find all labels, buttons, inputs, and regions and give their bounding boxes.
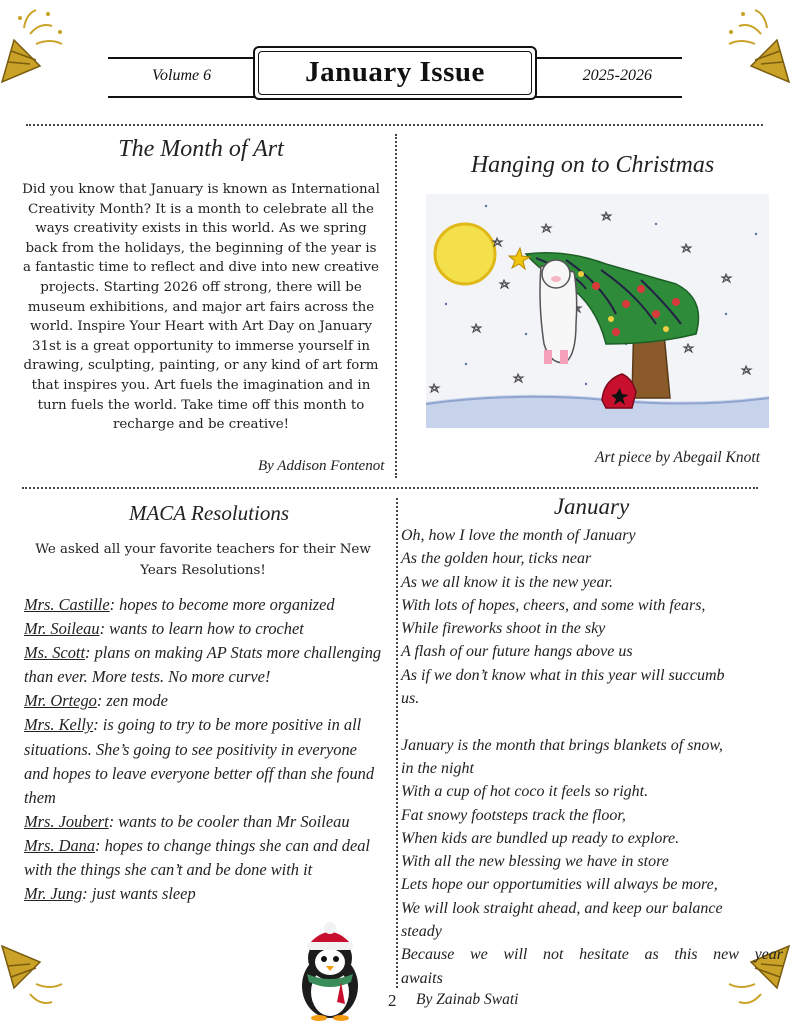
resolutions-list — [24, 593, 384, 906]
poem-line: With lots of hopes, cheers, and some with fears, — [401, 596, 706, 614]
poem-line: As we all know it is the new year. — [401, 573, 613, 591]
poem-line: awaits — [401, 969, 443, 987]
poem-line: With a cup of hot coco it feels so right. — [401, 783, 649, 801]
page-number: 2 — [388, 991, 397, 1010]
resolution-text: : hopes to change things she can and deal with the things she can’t and be done with it — [24, 835, 370, 880]
poem-line: With all the new blessing we have in store — [401, 853, 669, 871]
poem-line: steady — [401, 923, 442, 941]
resolution-item — [24, 810, 384, 834]
teacher-name: Mr. Jung — [24, 884, 83, 904]
resolution-text: : wants to be cooler than Mr Soileau — [108, 811, 350, 831]
resolution-text: : wants to learn how to crochet — [99, 619, 304, 639]
divider-vertical-top — [395, 134, 397, 478]
poem-line: When kids are bundled up ready to explore. — [401, 829, 680, 847]
confetti-popper-icon — [0, 944, 70, 1024]
teacher-name: Mrs. Dana — [24, 835, 96, 855]
teacher-name: Mrs. Joubert — [24, 811, 109, 831]
christmas-heading: Hanging on to Christmas — [470, 152, 715, 178]
resolution-item — [24, 689, 384, 713]
resolution-item — [24, 834, 384, 882]
month-of-art-body: Did you know that January is known as International Creativity Month? It is a month to celebrate all the ways creativity exists in this world. As we spring back from the holidays, the beginning of the year is a fantastic time to reflect and dive into new creative projects. Starting 2026 off strong, there will be museum exhibitions, and major art fairs across the world. Inspire Your Heart with Art Day on January 31st is a great opportunity to immerse yourself in drawing, sculpting, painting, or any kind of art form that inspires you. Art fuels the imagination and in turn fuels the world. Take time off this month to recharge and be creative! — [22, 182, 380, 433]
poem-byline: By Zainab Swati — [416, 991, 519, 1008]
poem-line: Because we will not hesitate as this new year — [401, 946, 783, 964]
school-year-label: 2025-2026 — [582, 67, 652, 84]
poem-line: As the golden hour, ticks near — [401, 550, 592, 568]
confetti-popper-icon — [721, 4, 791, 84]
resolutions-heading: MACA Resolutions — [128, 501, 290, 525]
masthead — [108, 46, 682, 100]
month-of-art-heading: The Month of Art — [118, 136, 284, 162]
poem-body — [401, 524, 783, 990]
resolution-text: : plans on making AP Stats more challenging than ever. More tests. No more curve! — [24, 643, 382, 687]
teacher-name: Mr. Ortego — [24, 691, 97, 711]
divider-top — [26, 124, 763, 126]
confetti-popper-icon — [0, 4, 70, 84]
divider-vertical-bottom — [396, 498, 398, 988]
poem-line: Oh, how I love the month of January — [401, 527, 636, 544]
resolution-text: : zen mode — [96, 691, 168, 711]
poem-stanza-1 — [401, 524, 783, 710]
teacher-name: Mrs. Kelly — [24, 715, 94, 735]
teacher-name: Ms. Scott — [24, 643, 86, 663]
resolution-item — [24, 713, 384, 809]
volume-label: Volume 6 — [152, 67, 212, 84]
penguin-icon — [285, 922, 375, 1022]
christmas-painting — [426, 194, 769, 428]
poem-line: As if we don’t know what in this year will succumb — [401, 666, 725, 684]
poem-line: us. — [401, 690, 420, 708]
poem-heading: January — [553, 494, 630, 519]
teacher-name: Mrs. Castille — [24, 595, 110, 614]
resolution-item — [24, 617, 384, 641]
poem-stanza-2 — [401, 734, 783, 944]
painting-caption: Art piece by Abegail Knott — [595, 449, 761, 466]
poem-line: A flash of our future hangs above us — [401, 643, 633, 661]
poem-line: January is the month that brings blankets of snow, — [401, 736, 723, 754]
stanza-gap — [401, 710, 783, 733]
issue-title: January Issue — [305, 56, 485, 88]
resolutions-intro: We asked all your favorite teachers for their New Years Resolutions! — [35, 542, 371, 578]
poem-line: Fat snowy footsteps track the floor, — [401, 806, 626, 824]
poem-line: Lets hope our opportumities will always be more, — [401, 876, 718, 894]
title-box — [253, 46, 537, 100]
poem-line: We will look straight ahead, and keep our balance — [401, 899, 723, 917]
poem-line: in the night — [401, 759, 474, 777]
divider-middle — [22, 487, 758, 489]
resolution-item — [24, 882, 384, 906]
resolution-text: : just wants sleep — [82, 884, 196, 904]
month-of-art-byline: By Addison Fontenot — [258, 458, 385, 474]
resolution-text: : hopes to become more organized — [109, 595, 335, 614]
teacher-name: Mr. Soileau — [24, 619, 100, 639]
resolution-item — [24, 593, 384, 617]
poem-line: While fireworks shoot in the sky — [401, 620, 606, 638]
resolution-text: : is going to try to be more positive in all situations. She’s going to see positivity in everyone and hopes to leave everyone better off than she found them — [24, 715, 375, 807]
resolution-item — [24, 641, 384, 689]
